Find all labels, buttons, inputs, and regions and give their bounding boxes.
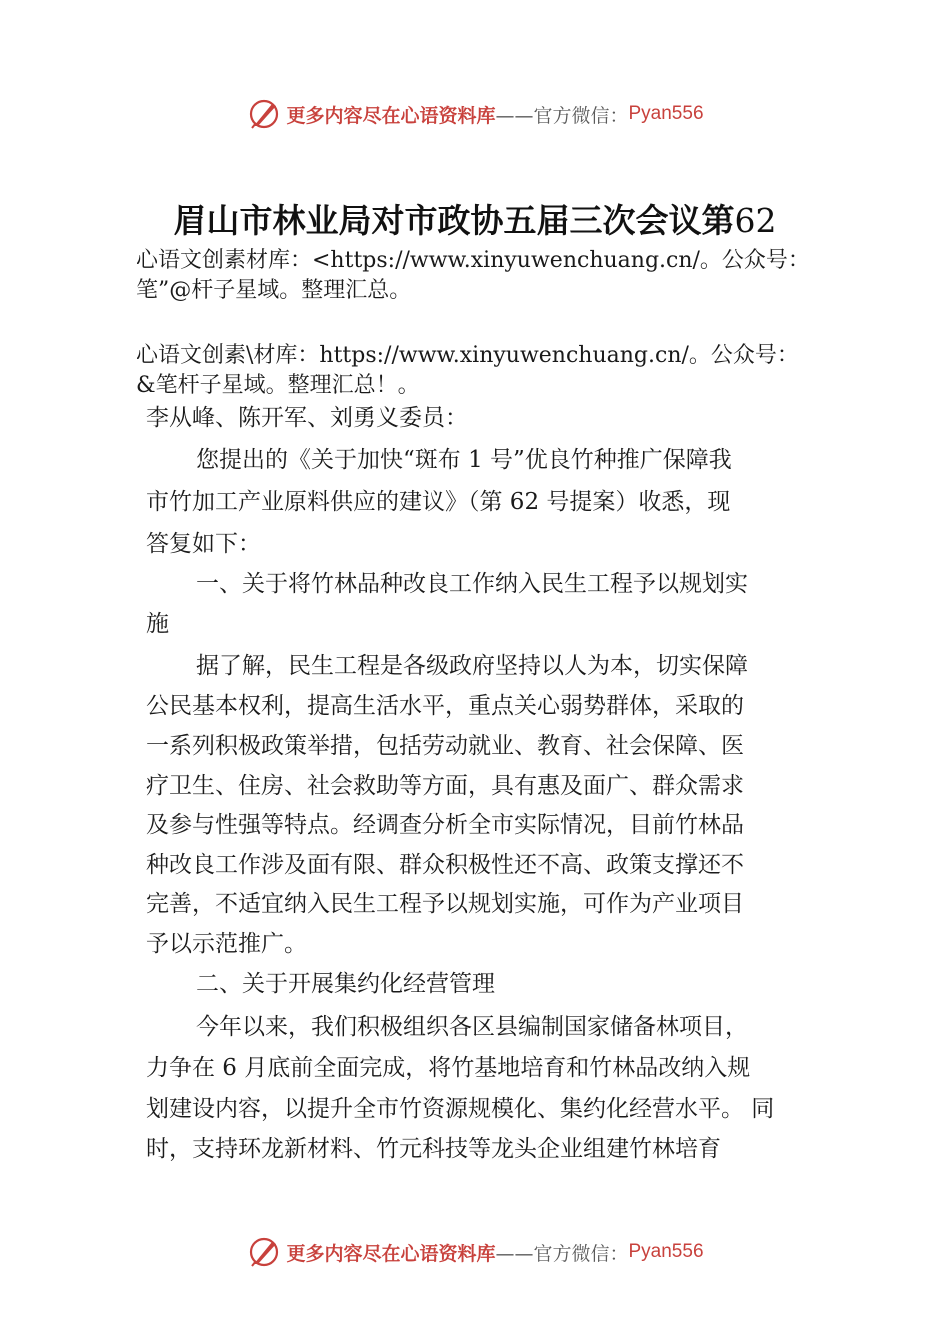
paragraph-line: 力争在 6 月底前全面完成，将竹基地培育和竹林品改纳入规 <box>146 1055 751 1081</box>
paragraph-line: 公民基本权利，提高生活水平，重点关心弱势群体，采取的 <box>146 693 744 719</box>
header-banner <box>0 94 950 134</box>
banner-separator: ——官方微信： <box>495 1242 629 1265</box>
paragraph-line: 疗卫生、住房、社会救助等方面，具有惠及面广、群众需求 <box>146 773 744 799</box>
document-title <box>0 195 950 242</box>
paragraph-line: 今年以来，我们积极组织各区县编制国家储备林项目， <box>196 1014 748 1040</box>
paragraph-line: 划建设内容，以提升全市竹资源规模化、集约化经营水平。 同 <box>146 1096 775 1122</box>
paragraph-line: 种改良工作涉及面有限、群众积极性还不高、政策支撑还不 <box>146 852 744 878</box>
watermark-line: &笔杆子星域。整理汇总！。 <box>136 373 420 398</box>
watermark-line: 心语文创素材库：<https://www.xinyuwenchuang.cn/。公众号： <box>136 248 810 273</box>
paragraph-line: 时，支持环龙新材料、竹元科技等龙头企业组建竹林培育 <box>146 1136 721 1162</box>
quill-pen-circle-icon <box>246 96 282 132</box>
banner-separator: ——官方微信： <box>495 104 629 127</box>
section-heading: 一、关于将竹林品种改良工作纳入民生工程予以规划实 <box>196 571 748 597</box>
banner-brand: 更多内容尽在心语资料库 <box>286 104 496 127</box>
paragraph-line: 市竹加工产业原料供应的建议》（第 62 号提案）收悉，现 <box>146 489 731 515</box>
watermark-line: 心语文创素\材库：https://www.xinyuwenchuang.cn/。公众号： <box>136 343 799 368</box>
paragraph-line: 据了解，民生工程是各级政府坚持以人为本，切实保障 <box>196 653 748 679</box>
title-text: 眉山市林业局对市政协五届三次会议第 <box>173 201 735 240</box>
section-heading: 施 <box>146 611 169 637</box>
banner-brand: 更多内容尽在心语资料库 <box>286 1242 496 1265</box>
paragraph-line: 予以示范推广。 <box>146 931 307 957</box>
paragraph-line: 一系列积极政策举措，包括劳动就业、教育、社会保障、医 <box>146 733 744 759</box>
salutation: 李从峰、陈开军、刘勇义委员： <box>146 405 468 431</box>
paragraph-line: 您提出的《关于加快“斑布 1 号”优良竹种推广保障我 <box>196 447 732 473</box>
paragraph-line: 完善，不适宜纳入民生工程予以规划实施，可作为产业项目 <box>146 891 744 917</box>
paragraph-line: 及参与性强等特点。经调查分析全市实际情况，目前竹林品 <box>146 812 744 838</box>
banner-wechat-id: Pyan556 <box>628 1241 704 1262</box>
paragraph-line: 答复如下： <box>146 531 261 557</box>
quill-pen-circle-icon <box>246 1234 282 1270</box>
title-number: 62 <box>734 201 777 240</box>
banner-wechat-id: Pyan556 <box>628 103 704 124</box>
watermark-line: 笔”@杆子星域。整理汇总。 <box>136 278 412 303</box>
section-heading: 二、关于开展集约化经营管理 <box>196 971 495 997</box>
footer-banner <box>0 1232 950 1272</box>
